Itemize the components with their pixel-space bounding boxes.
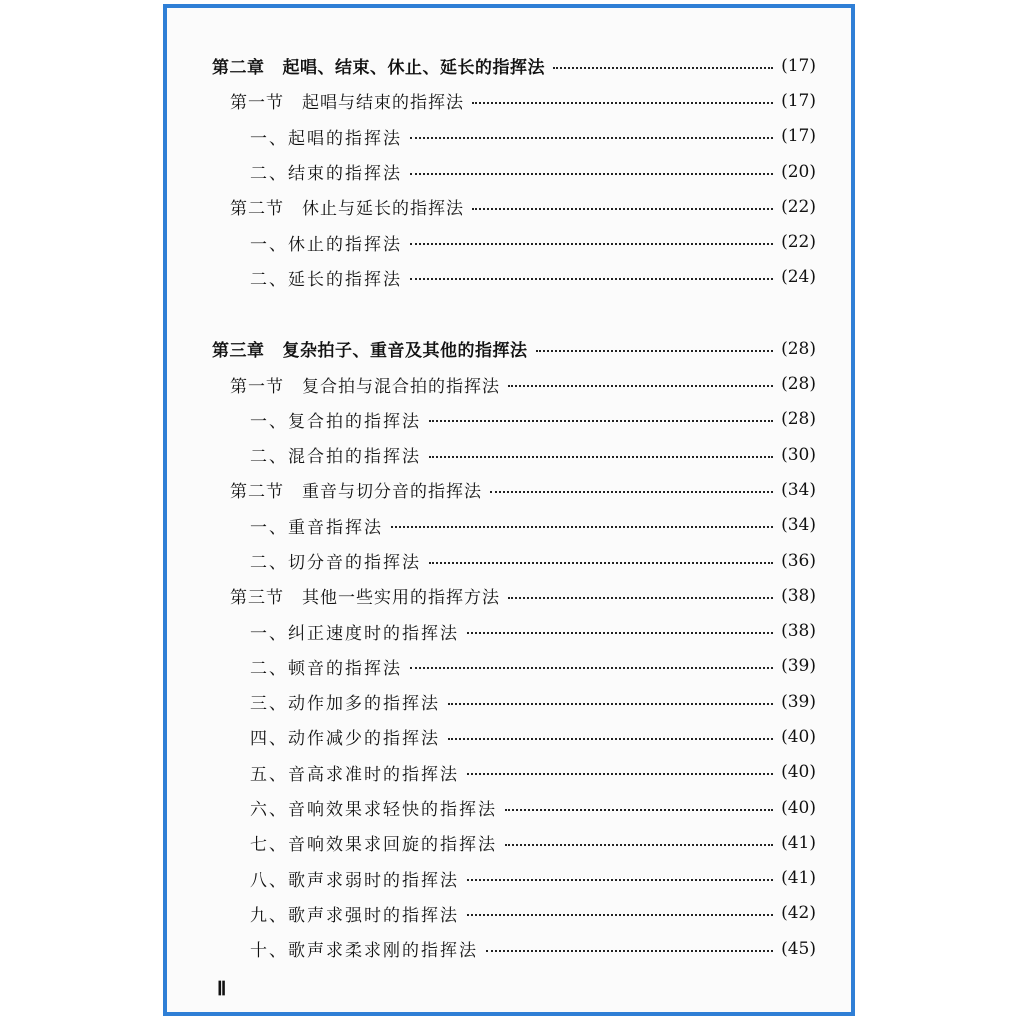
toc-entry-title (250, 654, 402, 679)
toc-entry-number: 第三章 (212, 341, 265, 362)
toc-entry-text: 七、音响效果求回旋的指挥法 (250, 835, 497, 856)
toc-item-row[interactable] (212, 684, 816, 719)
dot-leader (486, 950, 773, 952)
toc-entry-page: (38) (781, 585, 816, 606)
toc-entry-page: (34) (781, 515, 816, 536)
toc-entry-text: 四、动作减少的指挥法 (250, 729, 440, 750)
toc-entry-title (250, 442, 421, 467)
toc-entry-title (250, 795, 497, 820)
toc-entry-title (250, 230, 402, 255)
toc-entry-title (250, 265, 402, 290)
toc-entry-page: (17) (781, 90, 816, 111)
toc-entry-page: (30) (781, 444, 816, 465)
toc-entry-page: (39) (781, 691, 816, 712)
toc-entry-text: 一、起唱的指挥法 (250, 128, 402, 149)
dot-leader (467, 632, 773, 634)
dot-leader (410, 243, 773, 245)
toc-entry-number: 第二节 (230, 199, 284, 220)
toc-entry-title (230, 88, 464, 113)
dot-leader (410, 173, 773, 175)
toc-entry-page: (38) (781, 621, 816, 642)
toc-chapter-row[interactable] (212, 331, 816, 366)
toc-entry-text: 一、重音指挥法 (250, 517, 383, 538)
toc-entry-title (230, 194, 464, 219)
table-of-contents (212, 48, 816, 966)
toc-item-row[interactable] (212, 543, 816, 578)
toc-entry-page: (28) (781, 374, 816, 395)
toc-entry-text: 起唱与结束的指挥法 (302, 93, 464, 114)
toc-entry-page: (41) (781, 868, 816, 889)
toc-entry-title (250, 548, 421, 573)
toc-entry-title (250, 830, 497, 855)
toc-item-row[interactable] (212, 719, 816, 754)
toc-entry-text: 二、结束的指挥法 (250, 164, 402, 185)
toc-item-row[interactable] (212, 755, 816, 790)
toc-entry-text: 重音与切分音的指挥法 (302, 482, 482, 503)
dot-leader (429, 420, 773, 422)
dot-leader (467, 914, 773, 916)
toc-chapter-row[interactable] (212, 48, 816, 83)
toc-entry-page: (40) (781, 726, 816, 747)
toc-entry-page: (40) (781, 762, 816, 783)
toc-entry-text: 九、歌声求强时的指挥法 (250, 905, 459, 926)
toc-entry-title (230, 583, 500, 608)
dot-leader (391, 526, 773, 528)
toc-section-row[interactable] (212, 366, 816, 401)
toc-entry-page: (45) (781, 938, 816, 959)
dot-leader (505, 809, 773, 811)
toc-entry-page: (42) (781, 903, 816, 924)
toc-entry-title (212, 336, 528, 361)
dot-leader (472, 208, 773, 210)
toc-entry-text: 八、歌声求弱时的指挥法 (250, 870, 459, 891)
toc-entry-page: (17) (781, 55, 816, 76)
dot-leader (467, 879, 773, 881)
toc-item-row[interactable] (212, 154, 816, 189)
toc-entry-page: (22) (781, 196, 816, 217)
dot-leader (536, 350, 774, 352)
dot-leader (410, 667, 773, 669)
toc-entry-title (250, 724, 440, 749)
toc-entry-text: 二、混合拍的指挥法 (250, 447, 421, 468)
dot-leader (429, 562, 773, 564)
dot-leader (448, 703, 773, 705)
toc-entry-text: 二、切分音的指挥法 (250, 553, 421, 573)
toc-item-row[interactable] (212, 861, 816, 896)
toc-item-row[interactable] (212, 613, 816, 648)
dot-leader (553, 67, 773, 69)
toc-item-row[interactable] (212, 260, 816, 295)
toc-entry-title (250, 760, 459, 785)
toc-item-row[interactable] (212, 508, 816, 543)
toc-entry-title (250, 407, 421, 432)
toc-item-row[interactable] (212, 437, 816, 472)
toc-entry-text: 复杂拍子、重音及其他的指挥法 (282, 341, 528, 362)
toc-entry-page: (22) (781, 232, 816, 253)
dot-leader (429, 456, 773, 458)
toc-entry-text: 二、延长的指挥法 (250, 269, 402, 290)
toc-entry-page: (24) (781, 267, 816, 288)
dot-leader (505, 844, 773, 846)
toc-entry-number: 第一节 (230, 93, 284, 114)
toc-item-row[interactable] (212, 931, 816, 966)
toc-entry-number: 第二节 (230, 482, 284, 503)
dot-leader (508, 597, 773, 599)
toc-entry-text: 十、歌声求柔求刚的指挥法 (250, 941, 478, 962)
toc-entry-title (250, 901, 459, 926)
toc-entry-page: (39) (781, 656, 816, 677)
toc-entry-page: (34) (781, 479, 816, 500)
toc-item-row[interactable] (212, 402, 816, 437)
toc-entry-text: 其他一些实用的指挥方法 (302, 588, 500, 609)
toc-entry-page: (17) (781, 126, 816, 147)
dot-leader (490, 491, 773, 493)
toc-item-row[interactable] (212, 224, 816, 259)
toc-entry-title (250, 689, 440, 714)
toc-entry-text: 一、纠正速度时的指挥法 (250, 623, 459, 644)
toc-item-row[interactable] (212, 119, 816, 154)
page-number: Ⅱ (217, 979, 227, 1000)
toc-item-row[interactable] (212, 896, 816, 931)
toc-entry-text: 五、音高求准时的指挥法 (250, 764, 459, 785)
toc-entry-text: 三、动作加多的指挥法 (250, 694, 440, 715)
toc-entry-text: 六、音响效果求轻快的指挥法 (250, 800, 497, 821)
toc-entry-title (212, 53, 545, 78)
toc-section-row[interactable] (212, 578, 816, 613)
toc-item-row[interactable] (212, 790, 816, 825)
dot-leader (410, 278, 773, 280)
toc-entry-text: 一、复合拍的指挥法 (250, 411, 421, 432)
toc-entry-title (230, 477, 482, 502)
toc-entry-page: (28) (781, 338, 816, 359)
toc-entry-text: 二、顿音的指挥法 (250, 658, 402, 679)
toc-section-row[interactable] (212, 472, 816, 507)
toc-section-row[interactable] (212, 83, 816, 118)
toc-entry-number: 第三节 (230, 588, 284, 609)
toc-item-row[interactable] (212, 649, 816, 684)
dot-leader (508, 385, 773, 387)
toc-entry-page: (28) (781, 409, 816, 430)
dot-leader (410, 137, 773, 139)
toc-entry-text: 起唱、结束、休止、延长的指挥法 (282, 58, 545, 79)
toc-entry-title (250, 513, 383, 538)
toc-entry-title (250, 619, 459, 644)
toc-entry-title (230, 372, 500, 397)
toc-entry-text: 一、休止的指挥法 (250, 234, 402, 255)
dot-leader (472, 102, 773, 104)
toc-entry-page: (20) (781, 161, 816, 182)
toc-entry-title (250, 866, 459, 891)
toc-item-row[interactable] (212, 825, 816, 860)
toc-entry-title (250, 159, 402, 184)
toc-entry-text: 复合拍与混合拍的指挥法 (302, 376, 500, 397)
page-frame (163, 4, 855, 1016)
toc-entry-page: (36) (781, 550, 816, 571)
toc-section-row[interactable] (212, 189, 816, 224)
toc-entry-title (250, 936, 478, 961)
dot-leader (467, 773, 773, 775)
toc-entry-text: 休止与延长的指挥法 (302, 199, 464, 220)
toc-entry-page: (41) (781, 832, 816, 853)
toc-entry-number: 第二章 (212, 58, 265, 79)
toc-entry-number: 第一节 (230, 376, 284, 397)
toc-entry-page: (40) (781, 797, 816, 818)
dot-leader (448, 738, 773, 740)
toc-entry-title (250, 124, 402, 149)
